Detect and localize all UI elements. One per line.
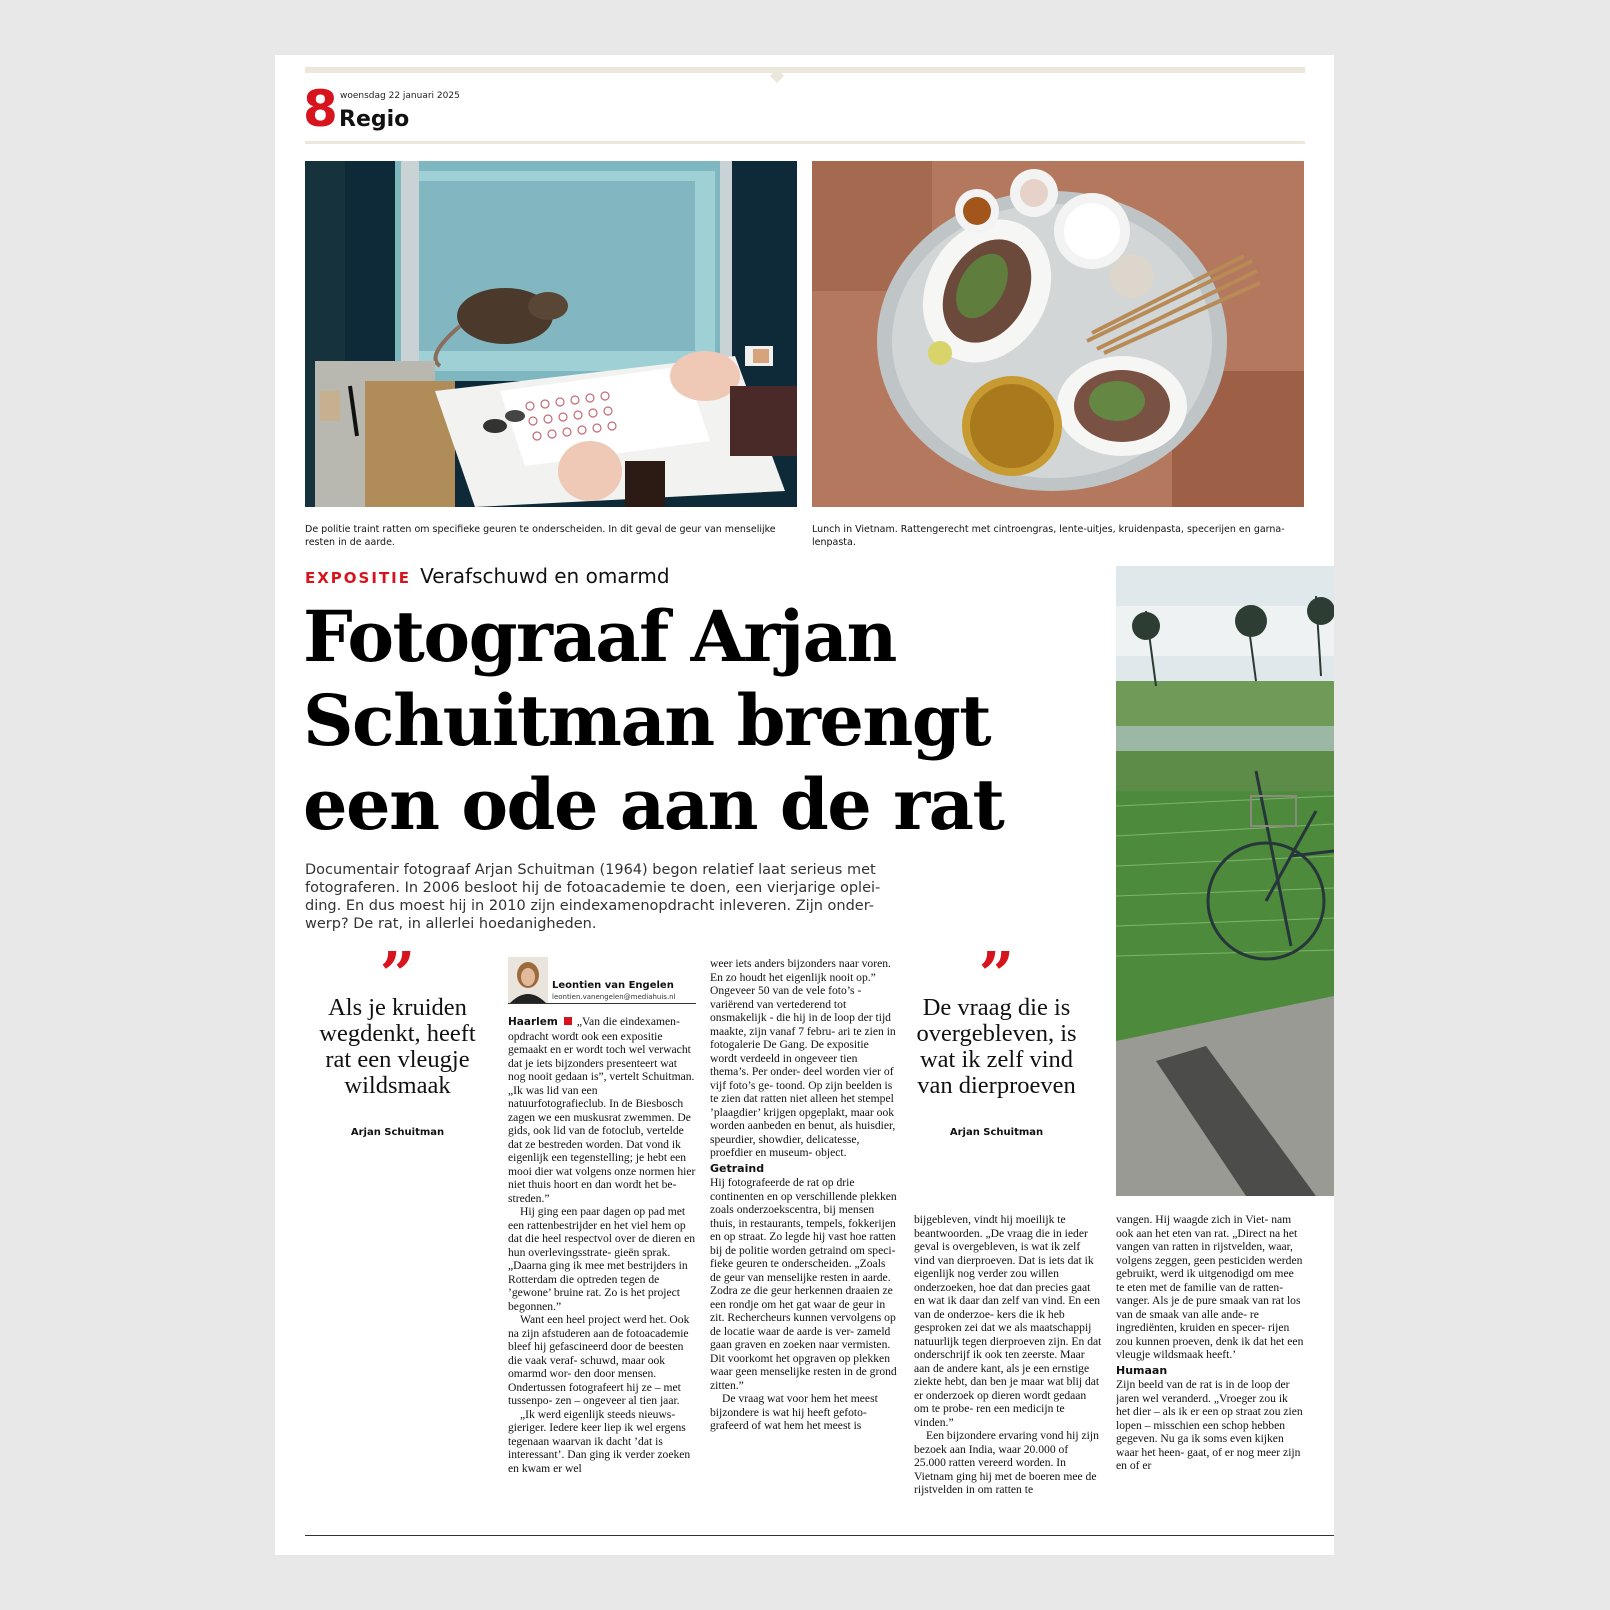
top-rule xyxy=(305,67,1305,73)
author-byline xyxy=(508,957,696,1004)
newspaper-page xyxy=(275,55,1334,1555)
header-date: woensdag 22 januari 2025 xyxy=(340,91,460,101)
pull-quote-1 xyxy=(305,938,490,1138)
article-column-4 xyxy=(1116,1213,1304,1530)
pull-quote-author: Arjan Schuitman xyxy=(949,1127,1044,1138)
rat-photo-caption: De politie traint ratten om specifieke geuren te onderscheiden. In dit geval de geur van menselijke resten in de aarde. xyxy=(305,524,776,548)
bottom-rule xyxy=(305,1535,1334,1536)
article-column-3 xyxy=(914,1213,1102,1530)
author-avatar xyxy=(508,957,548,1003)
page-number: 8 xyxy=(303,80,338,138)
quote-marks-icon: ” xyxy=(978,938,1015,1011)
article-column-1 xyxy=(508,1015,696,1530)
article-paragraph: weer iets anders bijzonders naar voren. En zo houdt het eigenlijk nooit op.” Ongeveer 50 van de vele foto’s - variërend van vertederend tot onsmakelijk - die hij in de loop der tijd maakte, zijn vanaf 7 febru- ari te zien in fotogalerie De Gang. De expositie wordt verdeeld in ongeveer tien thema’s. Per onder- deel worden vier of vijf foto’s ge- toond. Op zijn beelden is te zien dat ratten niet alleen het stempel ’plaagdier’ krijgen opgeplakt, maar ook worden aanbeden en benut, als huisdier, speurdier, showdier, delicatesse, proefdier en museum- object. xyxy=(710,957,896,1159)
kicker-subtitle: Verafschuwd en omarmd xyxy=(420,564,670,588)
article-paragraph: De vraag wat voor hem het meest bijzondere is wat hij heeft gefoto- grafeerd of wat hem het meest is xyxy=(710,1392,878,1432)
author-email: leontien.vanengelen@mediahuis.nl xyxy=(552,993,676,1001)
kicker xyxy=(305,564,670,588)
pull-quote-text: De vraag die is overgebleven, is wat ik zelf vind van dierproeven xyxy=(916,994,1077,1099)
rat-training-photo xyxy=(305,161,797,507)
dateline-square-icon xyxy=(564,1017,572,1025)
subheading-getraind: Getraind xyxy=(710,1161,765,1175)
subheading-humaan: Humaan xyxy=(1116,1363,1168,1377)
pull-quote-2 xyxy=(904,938,1089,1138)
section-title: Regio xyxy=(339,107,410,132)
header-rule xyxy=(305,141,1305,144)
pull-quote-author: Arjan Schuitman xyxy=(350,1127,445,1138)
article-paragraph: Een bijzondere ervaring vond hij zijn bezoek aan India, waar 20.000 of 25.000 ratten vereerd worden. In Vietnam ging hij met de boeren mee de rijstvelden in om ratten te xyxy=(914,1429,1099,1496)
article-paragraph-text: „Van die eindexamen- opdracht wordt ook een expositie gemaakt en er wordt toch wel verwacht dat je iets bijzonders presenteert wat nog nooit gedaan is”, vertelt Schuitman. „Ik was lid van een natuurfotografieclub. In de Biesbosch zagen we een muskusrat zwemmen. De gids, ook lid van de fotoclub, vertelde dat ze bestreden worden. Dat vond ik eigenlijk een tegenstelling; je hebt een mooi dier wat volgens onze normen hier niet thuis hoort en dan wordt het be- streden.” xyxy=(508,1015,696,1205)
headline: Fotograaf Arjan Schuitman brengt een ode aan de rat xyxy=(303,595,1004,846)
article-paragraph: Hij ging een paar dagen op pad met een rattenbestrijder en het viel hem op dat die heel respectvol over de dieren en hun overlevingsstrate- gieën sprak. „Daarna ging ik mee met bestrijders in Rotterdam die optreden tegen de ’gewone’ bruine rat. Zo is het project begonnen.” xyxy=(508,1205,696,1313)
kicker-label: EXPOSITIE xyxy=(305,569,412,587)
rice-field-photo xyxy=(1116,566,1334,1196)
article-paragraph: Want een heel project werd het. Ook na zijn afstuderen aan de fotoacademie bleef hij gefascineerd door de beesten die vaak veraf- schuwd, maar ook omarmd wor- den door mensen. Ondertussen fotografeert hij ze – met tussenpo- zen – ongeveer al tien jaar. xyxy=(508,1313,690,1407)
dateline: Haarlem xyxy=(508,1016,558,1028)
article-paragraph: bijgebleven, vindt hij moeilijk te beantwoorden. „De vraag die in ieder geval is overgebleven, is wat ik zelf vind van dierproeven. Dat is iets dat ik eigenlijk nog verder zou willen onderzoeken, hoe dat dan precies gaat en wat ik daar dan zelf van vind. En een van de onderzoe- kers die ik heb gesproken zei dat we als maatschappij natuurlijk tegen dierproeven zijn. En dat onderschrijf ik ook ten zeerste. Maar aan de andere kant, als je een ernstige ziekte hebt, dan ben je maar wat blij dat er onderzoek op dieren wordt gedaan om te probe- ren een medicijn te vinden.” xyxy=(914,1213,1102,1429)
quote-marks-icon: ” xyxy=(379,938,416,1011)
lunch-photo xyxy=(812,161,1304,507)
intro-paragraph: Documentair fotograaf Arjan Schuitman (1964) begon relatief laat serieus met fotograferen. In 2006 besloot hij de fotoacademie te doen, een vierjarige oplei- ding. En dus moest hij in 2010 zijn eindexamenopdracht inleveren. Zijn onder- werp? De rat, in allerlei hoedanigheden. xyxy=(305,862,881,932)
article-paragraph: „Ik werd eigenlijk steeds nieuws- gieriger. Iedere keer liep ik wel ergens tegenaan waarvan ik dacht ’dat is interessant’. Dan ging ik verder zoeken en kwam er wel xyxy=(508,1407,691,1475)
pull-quote-text: Als je kruiden wegdenkt, heeft rat een vleugje wildsmaak xyxy=(319,994,476,1099)
article-paragraph xyxy=(508,1015,696,1205)
lunch-photo-caption: Lunch in Vietnam. Rattengerecht met cintroengras, lente-uitjes, kruidenpasta, specerijen en garna- lenpasta. xyxy=(812,524,1285,548)
article-paragraph: Zijn beeld van de rat is in de loop der jaren wel veranderd. „Vroeger zou ik het dier – als ik er een op straat zou zien lopen – misschien een schop hebben gegeven. Nu ga ik soms even kijken waar het heen- gaat, of er nog meer zijn en of er xyxy=(1116,1378,1303,1472)
author-name: Leontien van Engelen xyxy=(552,980,674,991)
article-paragraph: vangen. Hij waagde zich in Viet- nam ook aan het eten van rat. „Direct na het vangen van ratten in rijstvelden, waar, volgens zeggen, geen pesticiden werden gebruikt, werd ik uitgenodigd om mee te eten met de familie van de ratten- vanger. Als je de pure smaak van rat los van de smaak van alle ande- re ingrediënten, kruiden en specer- rijen zou kunnen proeven, denk ik dat het een vleugje wildsmaak heeft.’ xyxy=(1116,1213,1304,1361)
article-column-2 xyxy=(710,957,898,1530)
article-paragraph: Hij fotografeerde de rat op drie continenten en op verschillende plekken zoals onderzoekscentra, bij mensen thuis, in restaurants, tempels, fokkerijen en op straat. Zo legde hij vast hoe ratten bij de politie worden getraind om speci- fieke geuren te onderscheiden. „Zoals de geur van menselijke resten in aarde. Zodra ze die geur herkennen draaien ze een rondje om het gat waar de geur in zit. Rechercheurs kunnen vervolgens op de locatie waar de aarde is ver- zameld gaan graven en zoeken naar vermisten. Dit voorkomt het opgraven op plekken waar geen menselijke resten in de grond zitten.” xyxy=(710,1176,897,1392)
